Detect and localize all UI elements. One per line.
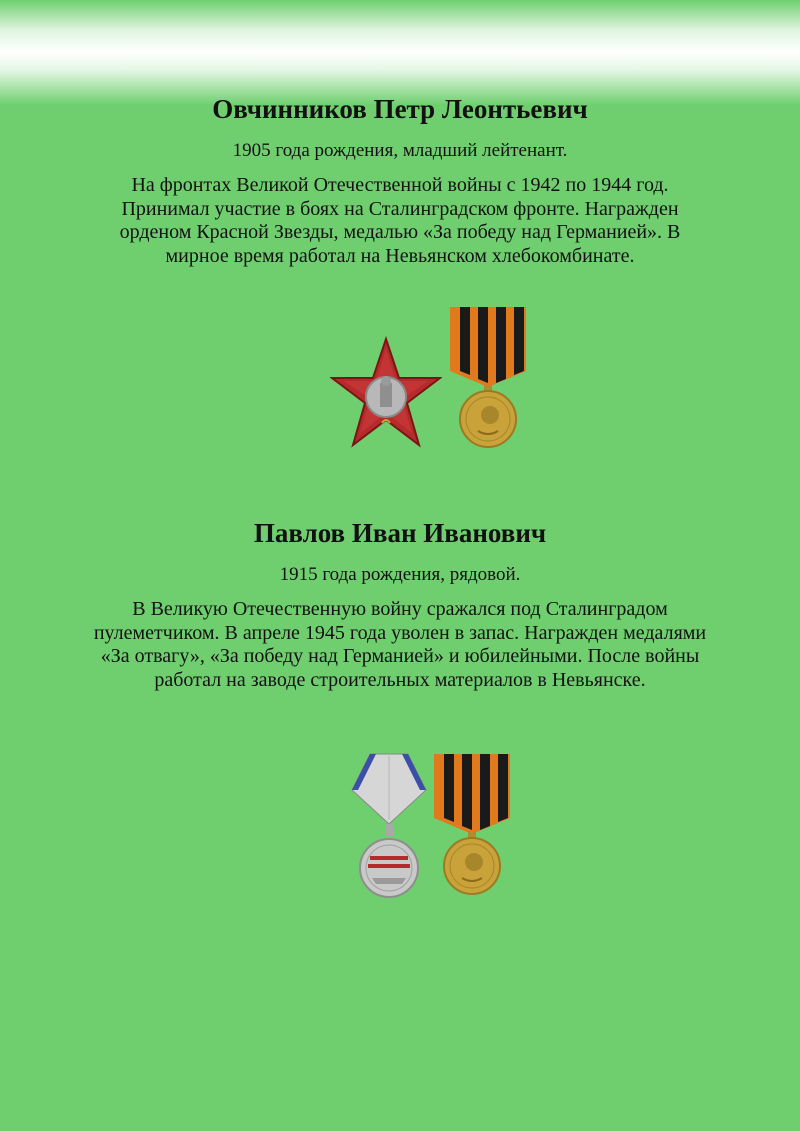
veteran-birth-rank: 1915 года рождения, рядовой. xyxy=(279,564,521,585)
veteran-name: Павлов Иван Иванович xyxy=(253,518,547,548)
veteran-biography: В Великую Отечественную войну сражался под Сталинградом пулеметчиком. В апреле 1945 года уволен в запас. Награжден медалями «За отвагу», «За победу над Германией» и юбилейными. После войны работал на заводе строительных материалов в Невьянске. xyxy=(93,598,707,691)
veteran-biography: На фронтах Великой Отечественной войны с 1942 по 1944 год. Принимал участие в боях на Сталинградском фронте. Награжден орденом Красной Звезды, медалью «За победу над Германией». В мирное время работал на Невьянском хлебокомбинате. xyxy=(119,174,681,267)
veteran-name: Овчинников Петр Леонтьевич xyxy=(212,94,588,124)
victory-over-germany-medal-icon xyxy=(430,752,514,898)
awards-row-1 xyxy=(0,305,800,455)
red-star-order-icon xyxy=(330,335,442,451)
veteran-entry-2 xyxy=(0,516,800,692)
for-courage-medal-icon xyxy=(348,752,430,900)
veteran-entry-1 xyxy=(0,92,800,268)
awards-row-2 xyxy=(0,752,800,902)
veteran-birth-rank: 1905 года рождения, младший лейтенант. xyxy=(232,140,568,161)
victory-over-germany-medal-icon xyxy=(446,305,530,451)
